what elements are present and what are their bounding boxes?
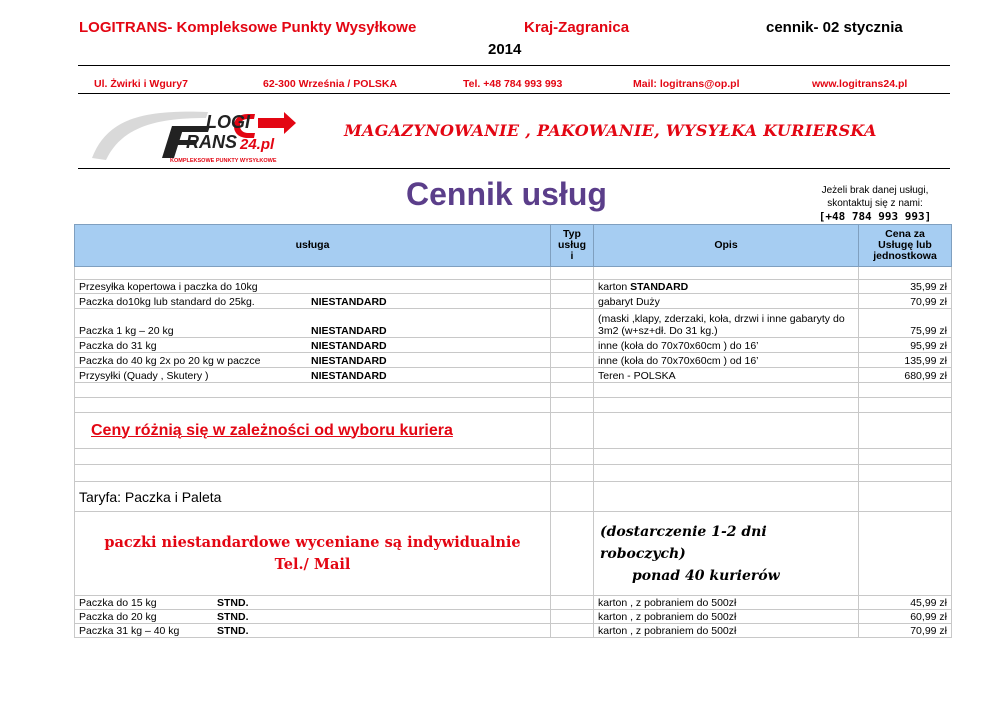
table-row <box>75 610 952 624</box>
contact-rule <box>78 93 950 94</box>
empty-row <box>75 465 952 482</box>
contact-www[interactable]: www.logitrans24.pl <box>812 78 908 90</box>
service-cell: Paczka do 15 kg STND. <box>75 596 551 610</box>
contact-phone[interactable]: Tel. +48 784 993 993 <box>463 78 563 90</box>
logo-text-logi: LOGI <box>206 112 250 132</box>
custom-pricing-note: paczki niestandardowe wyceniane są indywidualnie Tel./ Mail <box>75 512 551 596</box>
desc-cell: gabaryt Duży <box>594 294 859 309</box>
table-row <box>75 596 952 610</box>
note-line2: skontaktuj się z nami: <box>827 198 923 209</box>
desc-cell: Teren - POLSKA <box>594 368 859 383</box>
table-row <box>75 353 952 368</box>
logo-text-24pl: 24.pl <box>240 136 275 153</box>
price-cell: 45,99 zł <box>859 596 952 610</box>
price-variation-note: Ceny różnią się w zależności od wyboru kuriera <box>75 413 551 449</box>
company-logo <box>88 106 298 168</box>
header-desc: Opis <box>594 225 859 267</box>
ceny-row <box>75 413 952 449</box>
header-price: Cena za Usługę lub jednostkowa <box>859 225 952 267</box>
header-title-tail: Kraj-Zagranica <box>524 19 630 36</box>
price-cell: 680,99 zł <box>859 368 952 383</box>
logo-text-rans: RANS <box>186 132 238 152</box>
price-cell: 135,99 zł <box>859 353 952 368</box>
empty-row <box>75 449 952 465</box>
empty-row <box>75 398 952 413</box>
price-cell: 95,99 zł <box>859 338 952 353</box>
taryfa-row <box>75 482 952 512</box>
price-cell: 70,99 zł <box>859 624 952 638</box>
price-cell: 75,99 zł <box>859 309 952 338</box>
table-row <box>75 309 952 338</box>
header-rule <box>78 65 950 66</box>
service-cell: Paczka 1 kg – 20 kg NIESTANDARD <box>75 309 551 338</box>
table-row <box>75 294 952 309</box>
slogan: MAGAZYNOWANIE , PAKOWANIE, WYSYŁKA KURIERSKA <box>344 121 877 140</box>
table-row <box>75 338 952 353</box>
tariff-label: Taryfa: Paczka i Paleta <box>75 482 551 512</box>
service-cell: Paczka 31 kg – 40 kg STND. <box>75 624 551 638</box>
contact-city: 62-300 Września / POLSKA <box>263 78 398 90</box>
indyw-row <box>75 512 952 596</box>
delivery-note: (dostarczenie 1-2 dni roboczych) ponad 40 kurierów <box>594 512 859 596</box>
price-cell: 35,99 zł <box>859 280 952 294</box>
service-cell: Paczka do10kg lub standard do 25kg. NIESTANDARD <box>75 294 551 309</box>
desc-cell: inne (koła do 70x70x60cm ) do 16’ <box>594 338 859 353</box>
desc-cell: karton , z pobraniem do 500zł <box>594 596 859 610</box>
header-type: Typ usług i <box>551 225 594 267</box>
header-year: 2014 <box>488 41 522 58</box>
service-cell: Paczka do 40 kg 2x po 20 kg w paczce NIESTANDARD <box>75 353 551 368</box>
service-cell: Paczka do 20 kg STND. <box>75 610 551 624</box>
price-table <box>74 224 952 638</box>
header-date: cennik- 02 stycznia <box>766 19 903 36</box>
contact-address: Ul. Żwirki i Wgury7 <box>94 78 188 90</box>
desc-cell: (maski ,klapy, zderzaki, koła, drzwi i inne gabaryty do 3m2 (w+sz+dł. Do 31 kg.) <box>594 309 859 338</box>
header-service: usługa <box>75 225 551 267</box>
service-cell: Przysyłki (Quady , Skutery ) NIESTANDARD <box>75 368 551 383</box>
desc-cell: inne (koła do 70x70x60cm ) od 16’ <box>594 353 859 368</box>
spacer-row <box>75 267 952 280</box>
slogan-rule <box>78 168 950 169</box>
desc-cell: karton STANDARD <box>594 280 859 294</box>
table-row <box>75 280 952 294</box>
service-cell: Paczka do 31 kg NIESTANDARD <box>75 338 551 353</box>
header-title: LOGITRANS- Kompleksowe Punkty Wysyłkowe <box>79 19 417 36</box>
price-cell: 70,99 zł <box>859 294 952 309</box>
price-cell: 60,99 zł <box>859 610 952 624</box>
table-header-row <box>75 225 952 267</box>
logo-subtitle: KOMPLEKSOWE PUNKTY WYSYŁKOWE <box>170 158 277 164</box>
note-line1: Jeżeli brak danej usługi, <box>821 185 929 196</box>
service-cell: Przesyłka kopertowa i paczka do 10kg <box>75 280 551 294</box>
contact-mail[interactable]: Mail: logitrans@op.pl <box>633 78 740 90</box>
table-row <box>75 624 952 638</box>
note-phone[interactable]: [+48 784 993 993] <box>818 210 932 223</box>
desc-cell: karton , z pobraniem do 500zł <box>594 610 859 624</box>
table-row <box>75 368 952 383</box>
contact-note <box>800 184 950 223</box>
desc-cell: karton , z pobraniem do 500zł <box>594 624 859 638</box>
page-title: Cennik usług <box>406 176 607 212</box>
empty-row <box>75 383 952 398</box>
